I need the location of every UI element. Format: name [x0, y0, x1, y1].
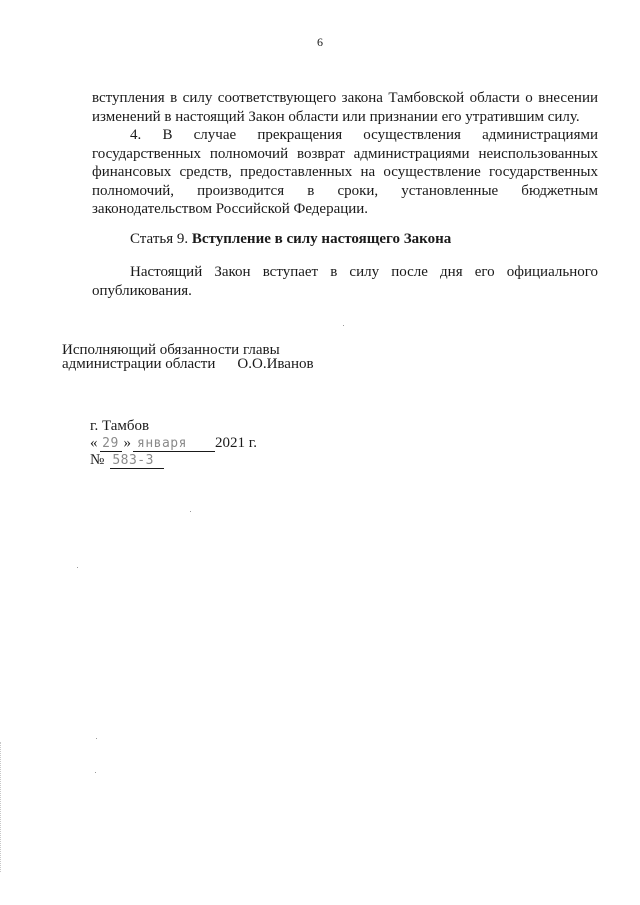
article-heading: [130, 230, 451, 248]
city: г. Тамбов: [90, 418, 150, 434]
signature-name: О.О.Иванов: [237, 356, 314, 372]
date-month: января: [133, 436, 215, 452]
number-line: [90, 452, 257, 469]
scan-speck: [77, 567, 78, 568]
article-text: Настоящий Закон вступает в силу после дня его официального опубликования.: [92, 264, 598, 299]
paragraph-continuation: вступления в силу соответствующего закона Тамбовской области о внесении изменений в настоящий Закон области или признании его утратившим силу.: [92, 90, 598, 125]
date-year: 2021 г.: [215, 435, 257, 451]
date-line: [90, 435, 257, 452]
page-number: 6: [317, 35, 323, 49]
paragraph-item-4: 4. В случае прекращения осуществления администрациями государственных полномочий возврат администрациями неиспользованных финансовых средств, предоставленных на осуществление государственных полномочий, производится в сроки, установленные бюджетным законодательством Российской Федерации.: [92, 127, 598, 217]
signature-position-line2: администрации области: [62, 356, 216, 372]
place-date-block: [90, 418, 257, 469]
scan-edge-marks: [0, 742, 3, 872]
scan-speck: [96, 738, 97, 739]
scan-speck: [343, 325, 344, 326]
signature-block: [62, 343, 314, 371]
signature-position-line2-row: [62, 357, 314, 371]
quote-open: «: [90, 435, 98, 451]
law-number: 583-З: [110, 453, 164, 469]
number-label: №: [90, 452, 105, 468]
signature-position-line1: Исполняющий обязанности главы: [62, 342, 280, 358]
scan-speck: [95, 772, 96, 773]
date-day: 29: [100, 436, 122, 452]
scan-speck: [190, 511, 191, 512]
article-label: Статья 9.: [130, 231, 189, 247]
quote-close: »: [123, 435, 131, 451]
article-title: Вступление в силу настоящего Закона: [191, 231, 452, 247]
